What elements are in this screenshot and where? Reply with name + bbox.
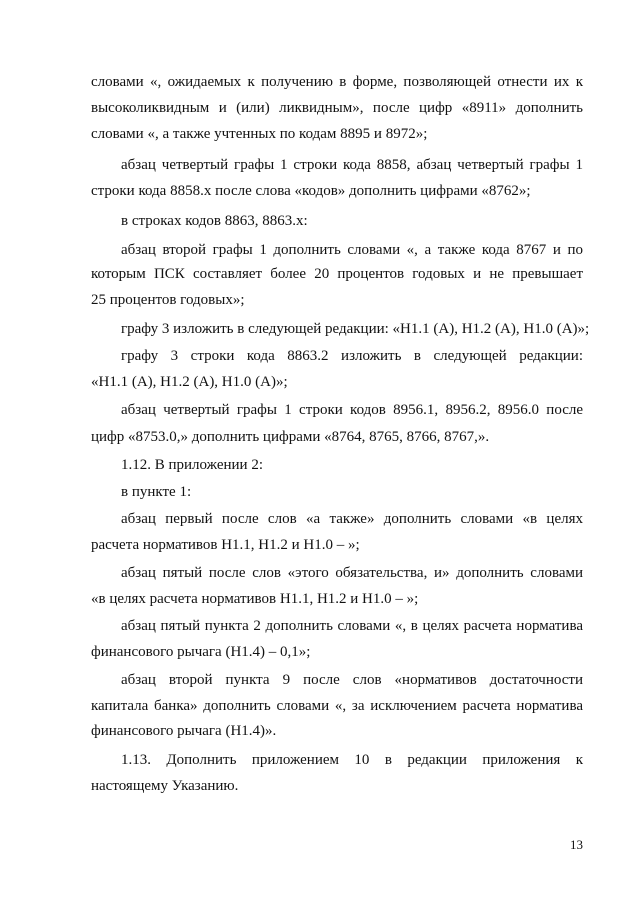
- text-line-11: графу 3 строки кода 8863.2 изложить в следующей редакции:: [121, 348, 583, 364]
- text-line-3: словами «, а также учтенных по кодам 8895 и 8972»;: [91, 126, 428, 142]
- text-line-7: абзац второй графы 1 дополнить словами «, а также кода 8767 и по: [121, 242, 583, 258]
- text-line-24: капитала банка» дополнить словами «, за исключением расчета норматива: [91, 698, 583, 714]
- text-line-19: абзац пятый после слов «этого обязательства, и» дополнить словами: [121, 565, 583, 581]
- text-line-13: абзац четвертый графы 1 строки кодов 8956.1, 8956.2, 8956.0 после: [121, 402, 583, 418]
- text-line-9: 25 процентов годовых»;: [91, 292, 245, 308]
- text-line-6: в строках кодов 8863, 8863.х:: [121, 213, 308, 229]
- text-line-17: абзац первый после слов «а также» дополнить словами «в целях: [121, 511, 583, 527]
- text-line-22: финансового рычага (Н1.4) – 0,1»;: [91, 644, 311, 660]
- text-line-1: словами «, ожидаемых к получению в форме, позволяющей отнести их к: [91, 74, 583, 90]
- text-line-15: 1.12. В приложении 2:: [121, 457, 263, 473]
- text-line-18: расчета нормативов Н1.1, Н1.2 и Н1.0 – »;: [91, 537, 360, 553]
- text-line-8: которым ПСК составляет более 20 процентов годовых и не превышает: [91, 266, 583, 282]
- text-line-25: финансового рычага (Н1.4)».: [91, 723, 277, 739]
- text-line-16: в пункте 1:: [121, 484, 192, 500]
- text-line-10: графу 3 изложить в следующей редакции: «Н1.1 (А), Н1.2 (А), Н1.0 (А)»;: [121, 321, 590, 337]
- text-line-21: абзац пятый пункта 2 дополнить словами «, в целях расчета норматива: [121, 618, 583, 634]
- page-number: 13: [570, 837, 583, 852]
- text-line-2: высоколиквидным и (или) ликвидным», после цифр «8911» дополнить: [91, 100, 583, 116]
- text-line-4: абзац четвертый графы 1 строки кода 8858, абзац четвертый графы 1: [121, 157, 583, 173]
- text-line-20: «в целях расчета нормативов Н1.1, Н1.2 и Н1.0 – »;: [91, 591, 419, 607]
- text-line-23: абзац второй пункта 9 после слов «нормативов достаточности: [121, 672, 583, 688]
- text-line-14: цифр «8753.0,» дополнить цифрами «8764, 8765, 8766, 8767,».: [91, 429, 490, 445]
- text-line-5: строки кода 8858.х после слова «кодов» дополнить цифрами «8762»;: [91, 183, 531, 199]
- text-line-27: настоящему Указанию.: [91, 778, 239, 794]
- text-line-26: 1.13. Дополнить приложением 10 в редакции приложения к: [121, 752, 583, 768]
- text-line-12: «Н1.1 (А), Н1.2 (А), Н1.0 (А)»;: [91, 374, 288, 390]
